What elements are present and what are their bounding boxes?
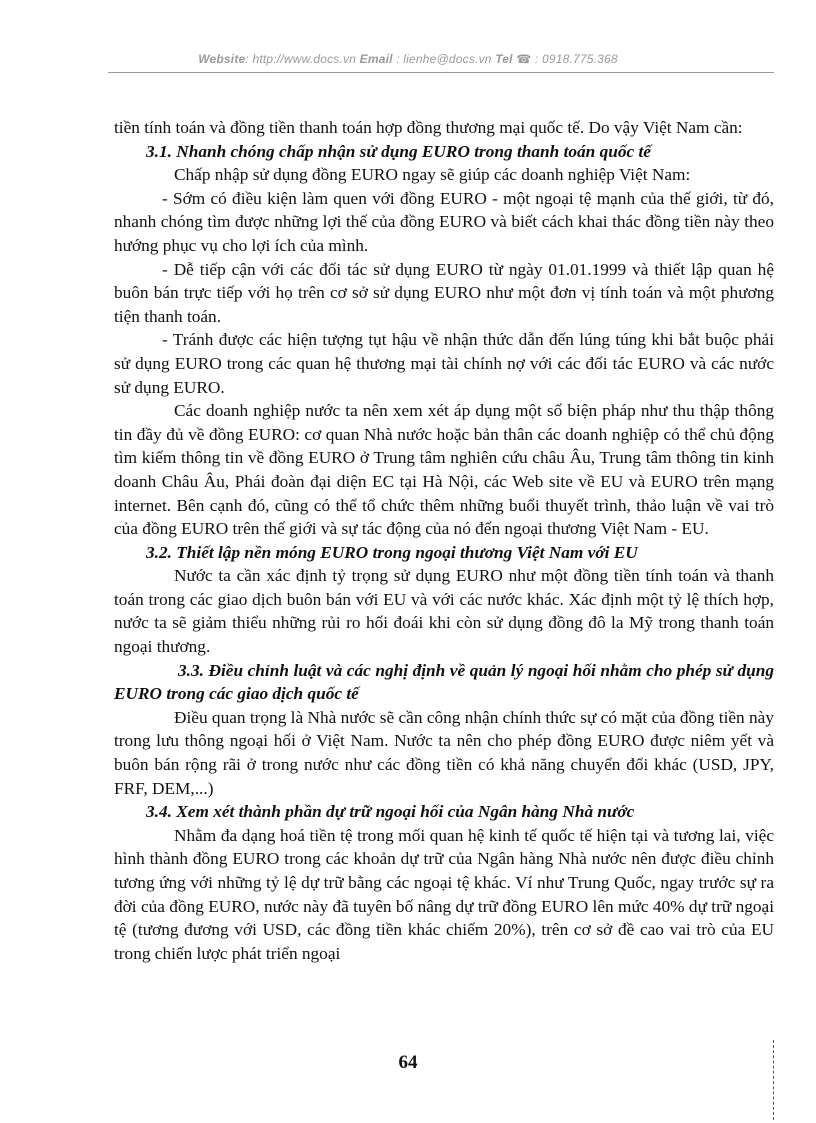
paragraph-3-3: Điều quan trọng là Nhà nước sẽ cần công nhận chính thức sự có mặt của đồng tiền này trong lưu thông ngoại hối ở Việt Nam. Nước ta nên cho phép đồng EURO được niêm yết và buôn bán rộng rãi ở trong nước như các đồng tiền có khả năng chuyển đổi khác (USD, JPY, FRF, DEM,...) <box>114 707 774 798</box>
website-url: : http://www.docs.vn <box>245 52 360 66</box>
section-heading-3-2: 3.2. Thiết lập nền móng EURO trong ngoại thương Việt Nam với EU <box>146 542 638 562</box>
page-header <box>0 52 816 66</box>
document-body <box>114 116 774 965</box>
header-divider <box>108 72 774 73</box>
tel-label: Tel <box>495 52 513 66</box>
bullet-item-2: - Dễ tiếp cận với các đối tác sử dụng EURO từ ngày 01.01.1999 và thiết lập quan hệ buôn bán trực tiếp với họ trên cơ sở sử dụng EURO như một đơn vị tính toán và một phương tiện thanh toán. <box>114 259 774 326</box>
section-heading-3-3: 3.3. Điều chỉnh luật và các nghị định về quản lý ngoại hối nhằm cho phép sử dụng EURO trong các giao dịch quốc tế <box>114 660 774 704</box>
intro-paragraph: tiền tính toán và đồng tiền thanh toán hợp đồng thương mại quốc tế. Do vậy Việt Nam cần: <box>114 118 743 137</box>
section-heading-3-1: 3.1. Nhanh chóng chấp nhận sử dụng EURO trong thanh toán quốc tế <box>146 141 651 161</box>
paragraph-3-4: Nhằm đa dạng hoá tiền tệ trong mối quan hệ kinh tế quốc tế hiện tại và tương lai, việc hình thành đồng EURO trong các khoản dự trữ của Ngân hàng Nhà nước nên được điều chỉnh tương ứng với những tỷ lệ dự trữ bằng các ngoại tệ khác. Ví như Trung Quốc, ngay trước sự ra đời của đồng EURO, nước này đã tuyên bố nâng dự trữ đồng EURO lên mức 40% dự trữ ngoại tệ (tương đương với USD, các đồng tiền khác chiếm 20%), trên cơ sở đề cao vai trò của EU trong chiến lược phát triển ngoại <box>114 825 774 963</box>
phone-number: ☎ : 0918.775.368 <box>512 52 618 66</box>
email-label: Email <box>359 52 393 66</box>
page-number: 64 <box>398 1052 418 1073</box>
paragraph-3-2: Nước ta cần xác định tỷ trọng sử dụng EURO như một đồng tiền tính toán và thanh toán trong các giao dịch buôn bán với EU và với các nước khác. Xác định một tỷ lệ thích hợp, nước ta sẽ giảm thiểu những rủi ro hối đoái khi còn sử dụng đồng đô la Mỹ trong thanh toán ngoại thương. <box>114 566 774 657</box>
bullet-item-1: - Sớm có điều kiện làm quen với đồng EURO - một ngoại tệ mạnh của thế giới, từ đó, nhanh chóng tìm được những lợi thế của đồng EURO và biết cách khai thác đồng tiền này theo hướng phục vụ cho lợi ích của mình. <box>114 188 774 255</box>
margin-rule <box>773 1040 775 1120</box>
paragraph-3-1-measures: Các doanh nghiệp nước ta nên xem xét áp dụng một số biện pháp như thu thập thông tin đầy đủ về đồng EURO: cơ quan Nhà nước hoặc bản thân các doanh nghiệp có thể chủ động tìm kiếm thông tin về đồng EURO ở Trung tâm nghiên cứu châu Âu, Trung tâm thông tin kinh doanh Châu Âu, Phái đoàn đại diện EC tại Hà Nội, các Web site về EU và EURO trên mạng internet. Bên cạnh đó, cũng có thể tổ chức thêm những buổi thuyết trình, thảo luận về vai trò của đồng EURO trên thế giới và sự tác động của nó đến ngoại thương Việt Nam - EU. <box>114 401 774 539</box>
bullet-item-3: - Tránh được các hiện tượng tụt hậu về nhận thức dẫn đến lúng túng khi bắt buộc phải sử dụng EURO trong các quan hệ thương mại tài chính nợ với các đối tác EURO và các nước sử dụng EURO. <box>114 330 774 397</box>
section-heading-3-4: 3.4. Xem xét thành phần dự trữ ngoại hối của Ngân hàng Nhà nước <box>146 802 635 822</box>
paragraph-3-1-intro: Chấp nhập sử dụng đồng EURO ngay sẽ giúp các doanh nghiệp Việt Nam: <box>174 165 691 185</box>
email-address: : lienhe@docs.vn <box>392 52 496 66</box>
website-label: Website <box>198 52 246 66</box>
